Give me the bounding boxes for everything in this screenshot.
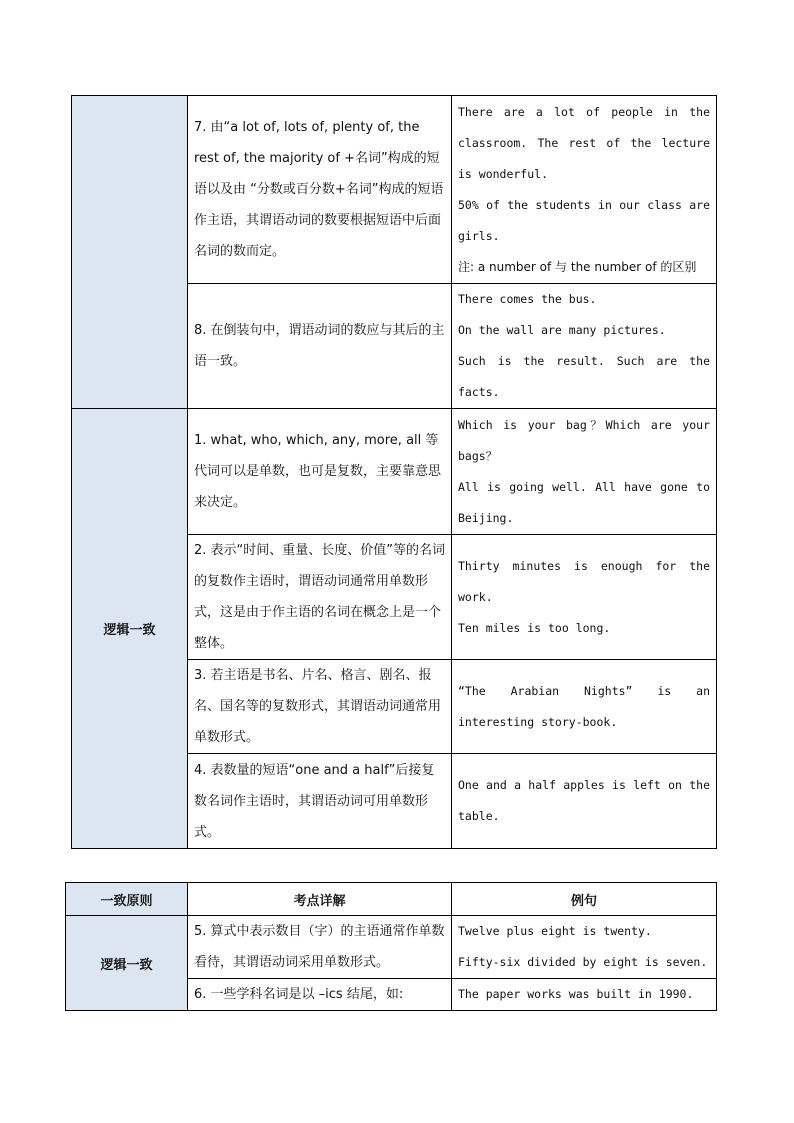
example-line: On the wall are many pictures. <box>458 323 666 337</box>
example-line: The paper works was built in 1990. <box>458 987 694 1001</box>
example-cell <box>452 96 717 284</box>
table-row <box>66 916 717 979</box>
detail-text: 5. 算式中表示数目（字）的主语通常作单数看待，其谓语动词采用单数形式。 <box>194 924 445 970</box>
example-line: One and a half apples is left on the table. <box>458 778 710 823</box>
detail-cell <box>188 979 452 1011</box>
example-line: Fifty-six divided by eight is seven. <box>458 955 708 969</box>
example-line: Thirty minutes is enough for the work. <box>458 558 710 604</box>
example-cell <box>452 284 717 409</box>
example-line: Which is your bag？Which are your bags？ <box>458 417 710 463</box>
example-line: 50% of the students in our class are girls. <box>458 197 710 243</box>
category-cell: 逻辑一致 <box>72 409 188 849</box>
example-cell <box>452 916 717 979</box>
table-row <box>72 96 717 284</box>
detail-text: 4. 表数量的短语“one and a half”后接复数名词作主语时，其谓语动词可用单数形式。 <box>194 762 435 840</box>
example-cell <box>452 979 717 1011</box>
category-cell-empty <box>72 96 188 409</box>
example-cell <box>452 535 717 660</box>
example-line: “The Arabian Nights” is an interesting story-book. <box>458 683 710 729</box>
example-line: Ten miles is too long. <box>458 620 611 635</box>
detail-cell <box>188 754 452 849</box>
example-cell <box>452 660 717 754</box>
detail-text: 7. 由“a lot of, lots of, plenty of, the rest of, the majority of +名词”构成的短语以及由 “分数或百分数+名词”构成的短语作主语，其谓语动词的数要根据短语中后面名词的数而定。 <box>194 120 444 259</box>
header-example: 例句 <box>452 883 717 916</box>
detail-cell <box>188 409 452 535</box>
header-principle: 一致原则 <box>66 883 188 916</box>
example-line: There comes the bus. <box>458 292 597 306</box>
detail-cell <box>188 660 452 754</box>
table-header-row <box>66 883 717 916</box>
detail-cell <box>188 535 452 660</box>
detail-text: 1. what, who, which, any, more, all 等代词可以是单数，也可是复数，主要靠意思来决定。 <box>194 433 442 510</box>
detail-text: 8. 在倒装句中，谓语动词的数应与其后的主语一致。 <box>194 323 445 369</box>
example-cell <box>452 409 717 535</box>
detail-text: 6. 一些学科名词是以 –ics 结尾，如: <box>194 987 404 1002</box>
detail-text: 3. 若主语是书名、片名、格言、剧名、报名、国名等的复数形式，其谓语动词通常用单数形式。 <box>194 668 442 745</box>
example-line: Such is the result. Such are the facts. <box>458 354 710 399</box>
grammar-table-1 <box>71 95 717 849</box>
example-cell <box>452 754 717 849</box>
example-note: 注: a number of 与 the number of 的区别 <box>458 259 697 274</box>
detail-cell <box>188 96 452 284</box>
example-line: There are a lot of people in the classroom. The rest of the lecture is wonderful. <box>458 104 710 181</box>
example-line: All is going well. All have gone to Beijing. <box>458 479 710 525</box>
grammar-table-2 <box>65 882 717 1011</box>
detail-cell <box>188 916 452 979</box>
example-line: Twelve plus eight is twenty. <box>458 924 652 938</box>
category-cell: 逻辑一致 <box>66 916 188 1011</box>
table-row <box>72 409 717 535</box>
detail-cell <box>188 284 452 409</box>
detail-text: 2. 表示“时间、重量、长度、价值”等的名词的复数作主语时，谓语动词通常用单数形式，这是由于作主语的名词在概念上是一个整体。 <box>194 543 446 651</box>
header-detail: 考点详解 <box>188 883 452 916</box>
